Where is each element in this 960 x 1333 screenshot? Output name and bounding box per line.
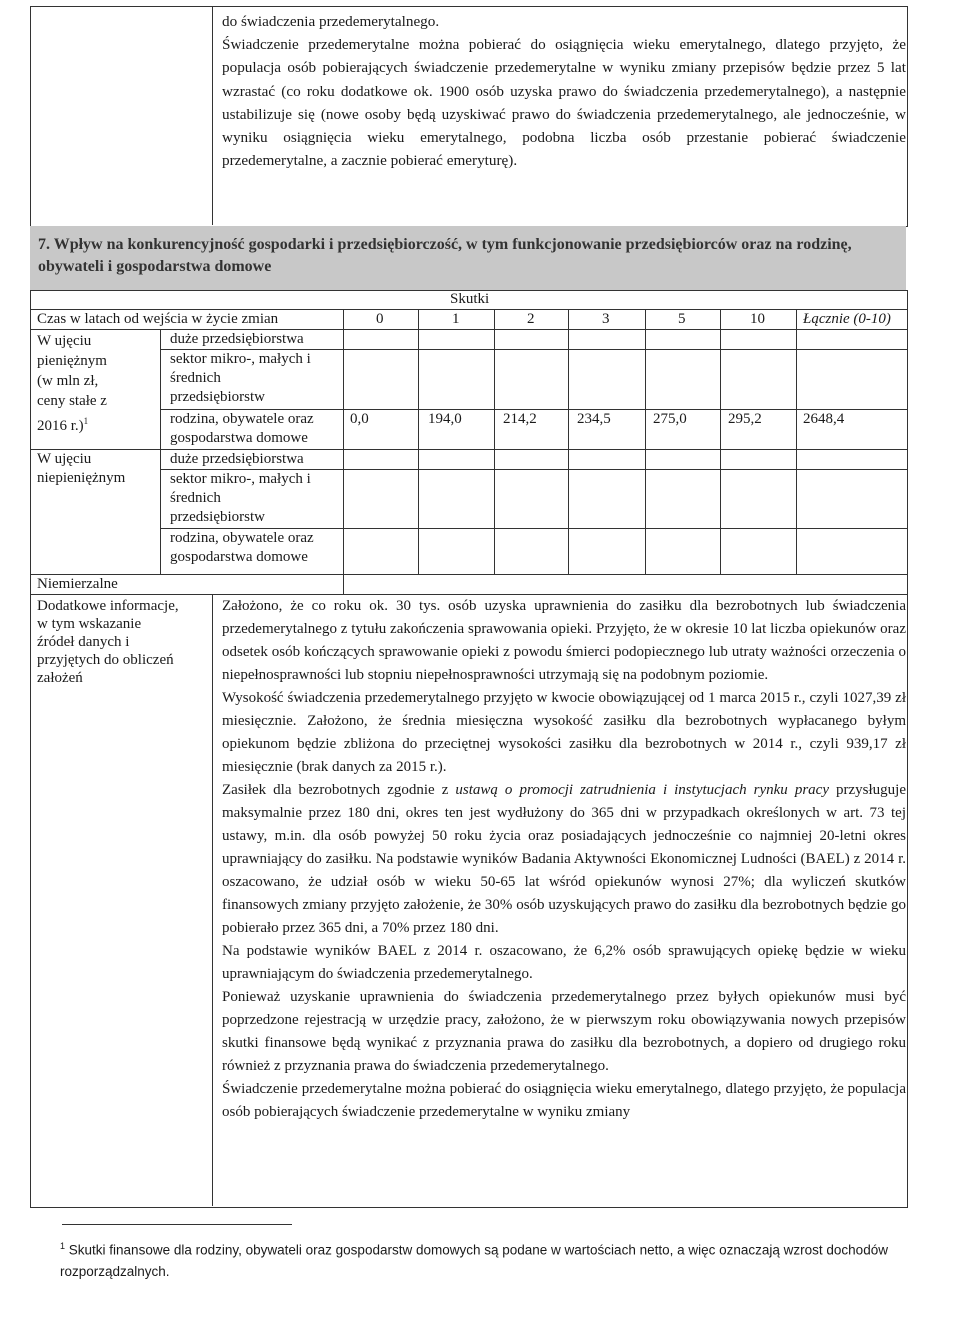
table-vline: [160, 329, 161, 574]
row-large-enterprises: duże przedsiębiorstwa: [170, 451, 304, 467]
family-value: 214,2: [503, 411, 537, 427]
family-value: 234,5: [577, 411, 611, 427]
table-hline: [30, 329, 907, 330]
monetary-label: W ujęciu pieniężnym (w mln zł, ceny stałe z 2016 r.)$^1$: [37, 333, 107, 434]
row-family: rodzina, obywatele oraz gospodarstwa domowe: [170, 530, 314, 565]
table-vline: [645, 309, 646, 574]
additional-info-text: [222, 595, 906, 1124]
section-7-header: [30, 226, 906, 290]
info-paragraph: Założono, że co roku ok. 30 tys. osób uzyska uprawnienia do zasiłku dla bezrobotnych lub świadczenia przedemerytalnego z tytułu zakończenia sprawowania opieki. Przyjęto, że w okresie 10 lat liczba opiekunów oraz odsetek osób kończących sprawowanie opieki z powodu śmierci podopiecznego lub utraty ważności orzeczenia o niepełnosprawności lub stopniu niepełnosprawności utrzymają się na podobnym poziomie.: [222, 598, 906, 683]
family-value: 194,0: [428, 411, 462, 427]
additional-info-label: Dodatkowe informacje, w tym wskazanie źródeł danych i przyjętych do obliczeń założeń: [37, 598, 179, 686]
info-paragraph: Świadczenie przedemerytalne można pobierać do osiągnięcia wieku emerytalnego, dlatego przyjęto, że populacja osób pobierających świadczenie przedemerytalne w wyniku zmiany: [222, 1081, 906, 1120]
year-header: 10: [750, 311, 765, 327]
row-large-enterprises: duże przedsiębiorstwa: [170, 331, 304, 347]
family-value: 295,2: [728, 411, 762, 427]
table-vline: [494, 309, 495, 574]
table-vline: [568, 309, 569, 574]
footnote-mark: 1: [60, 1241, 66, 1251]
info-paragraph: Wysokość świadczenia przedemerytalnego przyjęto w kwocie obowiązującej od 1 marca 2015 r., czyli 1027,39 zł miesięcznie. Założono, że średnia miesięczna wysokość zasiłku dla bezrobotnych wypłacanego byłym opiekunom będzie zbliżona do przeciętnej wysokości zasiłku dla bezrobotnych w 2014 r., czyli 939,17 zł miesięcznie (brak danych za 2015 r.).: [222, 690, 906, 775]
table-vline: [418, 309, 419, 574]
family-value: 2648,4: [803, 411, 845, 427]
table-hline: [30, 574, 907, 575]
info-paragraph: Na podstawie wyników BAEL z 2014 r. oszacowano, że 6,2% osób sprawujących opiekę będzie w wieku uprawniającym do świadczenia przedemerytalnego.: [222, 943, 906, 982]
year-header: 0: [376, 311, 384, 327]
total-header: Łącznie (0-10): [803, 311, 891, 327]
top-section-text: [222, 10, 906, 172]
table-vline: [720, 309, 721, 574]
top-section-divider: [212, 6, 213, 225]
skutki-header: Skutki: [450, 291, 490, 307]
row-family: rodzina, obywatele oraz gospodarstwa domowe: [170, 411, 314, 446]
year-header: 5: [678, 311, 686, 327]
footnote-ref: 1: [83, 416, 89, 426]
unmeasurable-label: Niemierzalne: [37, 576, 118, 592]
top-paragraph: Świadczenie przedemerytalne można pobierać do osiągnięcia wieku emerytalnego, dlatego przyjęto, że populacja osób pobierających świadczenie przedemerytalne w wyniku zmiany przepisów będzie przez 5 lat wzrastać (co roku dodatkowe ok. 1900 osób uzyska prawo do świadczenia przedemerytalnego), a następnie ustabilizuje się (nowe osoby będą uzyskiwać prawo do świadczenia przedemerytalnego, ale jednocześnie, w wyniku osiągnięcia wieku emerytalnego, podobna liczba osób przestanie pobierać świadczenie przedemerytalne, a zacznie pobierać emeryturę).: [222, 36, 906, 170]
footnote: [60, 1236, 900, 1282]
footnote-text: Skutki finansowe dla rodziny, obywateli oraz gospodarstw domowych są podane w wartościach netto, a więc oznaczają wzrost dochodów rozporządzalnych.: [60, 1242, 888, 1279]
table-vline: [343, 309, 344, 594]
top-line: do świadczenia przedemerytalnego.: [222, 13, 440, 30]
year-header: 1: [452, 311, 460, 327]
row-sme: sektor mikro-, małych i średnich przedsiębiorstw: [170, 471, 311, 525]
table-vline: [212, 594, 213, 1206]
time-label: Czas w latach od wejścia w życie zmian: [37, 311, 279, 327]
info-paragraph: Ponieważ uzyskanie uprawnienia do świadczenia przedemerytalnego przez byłych opiekunów musi być poprzedzone rejestracją w urzędzie pracy, założono, że w pierwszym roku obowiązywania nowych przepisów skutki finansowe będą wynikać z przyznania prawa do zasiłku dla bezrobotnych, a dopiero od drugiego roku również z przyznania prawa do świadczenia przedemerytalnego.: [222, 989, 906, 1074]
family-value: 275,0: [653, 411, 687, 427]
year-header: 2: [527, 311, 535, 327]
section-7-title: 7. Wpływ na konkurencyjność gospodarki i przedsiębiorczość, w tym funkcjonowanie przedsiębiorców oraz na rodzinę, obywateli i gospodarstwa domowe: [38, 236, 852, 275]
table-vline: [796, 309, 797, 574]
footnote-separator: [62, 1224, 292, 1225]
table-hline: [30, 449, 907, 450]
row-sme: sektor mikro-, małych i średnich przedsiębiorstw: [170, 351, 311, 405]
info-paragraph: Zasiłek dla bezrobotnych zgodnie z ustawą o promocji zatrudnienia i instytucjach rynku pracy przysługuje maksymalnie przez 180 dni, okres ten jest wydłużony do 365 dni w przypadkach określonych w art. 73 tej ustawy, m.in. dla osób powyżej 50 roku życia oraz posiadających jednocześnie co najmniej 20-letni okres uprawniający do zasiłku. Na podstawie wyników Badania Aktywności Ekonomicznej Ludności (BAEL) z 2014 r. oszacowano, że udział osób w wieku 50-65 lat wśród opiekunów wynosi 27%; dla wyliczeń skutków finansowych zmiany przyjęto założenie, że 30% osób uzyskujących prawo do zasiłku dla bezrobotnych będzie go pobierało przez 365 dni, a 70% przez 180 dni.: [222, 782, 906, 936]
year-header: 3: [602, 311, 610, 327]
family-value: 0,0: [350, 411, 369, 427]
nonmonetary-label: W ujęciu niepieniężnym: [37, 451, 126, 486]
